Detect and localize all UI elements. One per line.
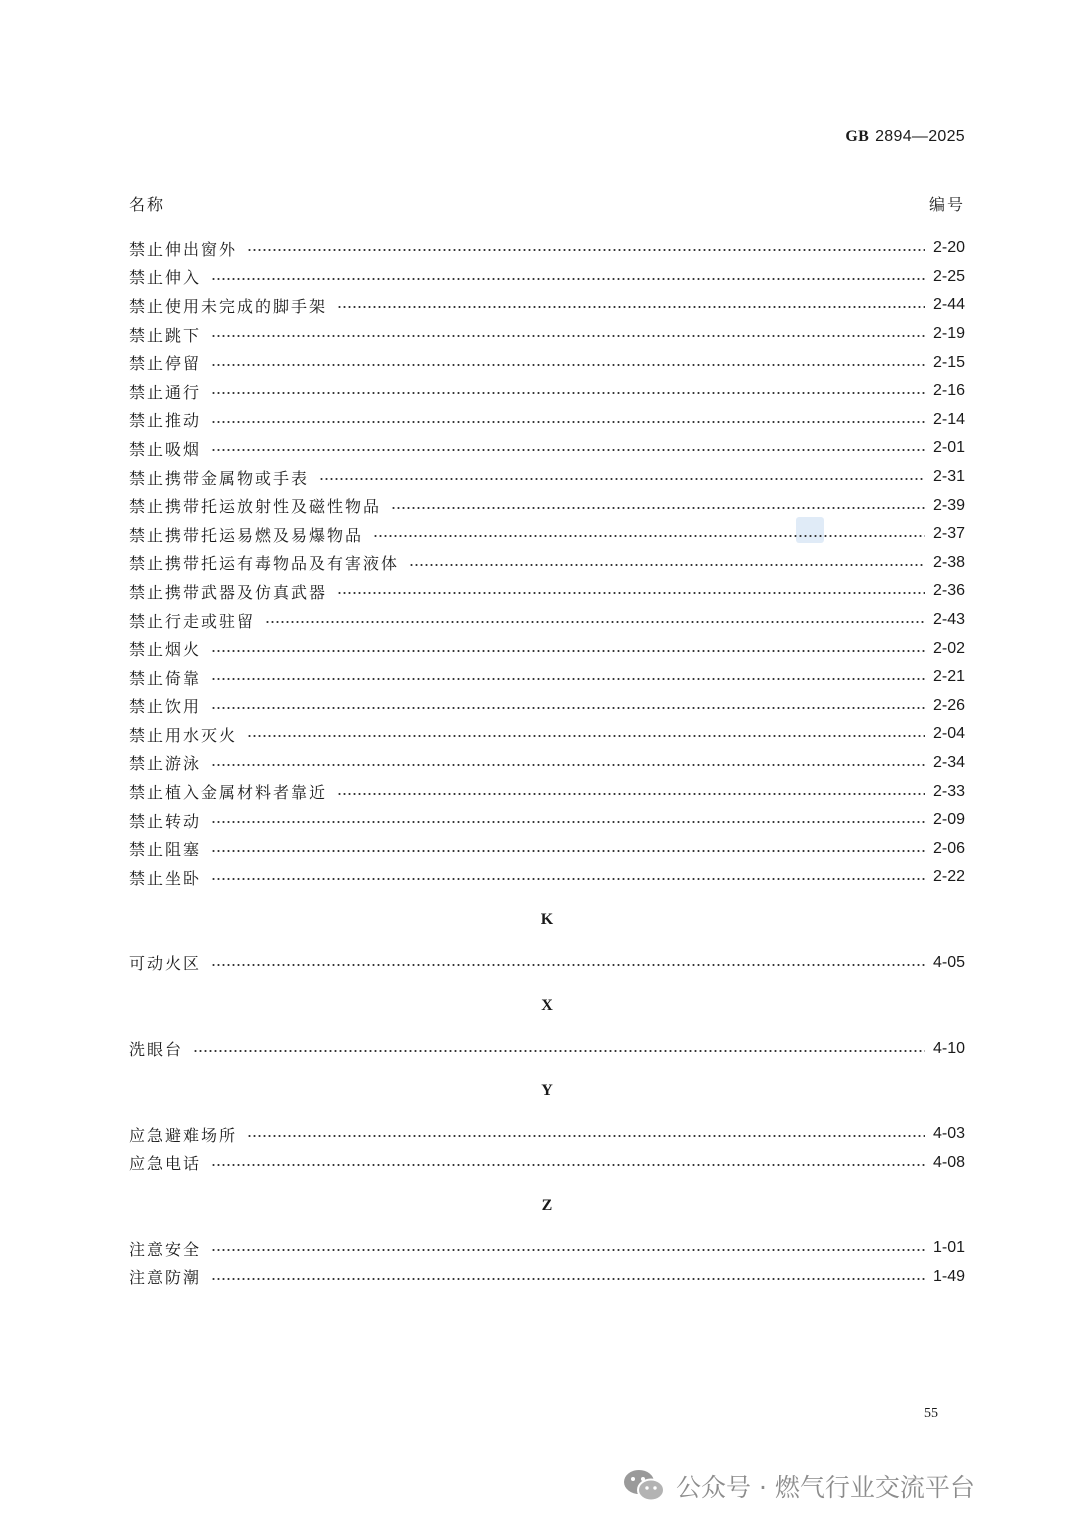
entry-number: 2-34 (932, 753, 965, 771)
dot-leader (211, 278, 925, 280)
page-number: 55 (924, 1406, 938, 1421)
dot-leader (211, 1164, 925, 1166)
dot-leader (211, 392, 925, 394)
entry-name: 应急电话 (129, 1154, 202, 1174)
entry-number: 2-37 (932, 525, 965, 543)
entry-name: 禁止停留 (129, 354, 202, 374)
entry-number: 2-15 (932, 353, 965, 371)
index-entry (129, 634, 965, 663)
index-entry (129, 863, 965, 892)
index-entry (129, 1034, 965, 1063)
entry-name: 禁止伸入 (129, 268, 202, 288)
dot-leader (211, 449, 925, 451)
dot-leader (409, 564, 925, 566)
dot-leader (211, 335, 925, 337)
entry-number: 4-05 (932, 953, 965, 971)
entry-number: 2-22 (932, 868, 965, 886)
index-entry (129, 1120, 965, 1149)
dot-leader (211, 650, 925, 652)
entry-name: 禁止坐卧 (129, 868, 202, 888)
index-entry (129, 806, 965, 835)
index-entry (129, 577, 965, 606)
index-entry (129, 406, 965, 435)
dot-leader (373, 535, 925, 537)
entry-name: 禁止阻塞 (129, 840, 202, 860)
index-entry (129, 834, 965, 863)
entry-name: 禁止吸烟 (129, 439, 202, 459)
entry-number: 2-33 (932, 782, 965, 800)
index-entry (129, 606, 965, 635)
index-entry (129, 663, 965, 692)
index-entry (129, 348, 965, 377)
entry-number: 1-01 (932, 1239, 965, 1257)
standard-prefix: GB (845, 128, 870, 145)
dot-leader (193, 1050, 925, 1052)
dot-leader (211, 678, 925, 680)
entry-name: 应急避难场所 (129, 1125, 238, 1145)
entry-name: 禁止烟火 (129, 640, 202, 660)
index-entry (129, 320, 965, 349)
dot-leader (265, 621, 925, 623)
index-entry (129, 692, 965, 721)
entry-name: 禁止植入金属材料者靠近 (129, 783, 328, 803)
entry-number: 2-36 (932, 582, 965, 600)
entry-name: 可动火区 (129, 954, 202, 974)
entry-name: 注意安全 (129, 1239, 202, 1259)
entry-number: 2-06 (932, 839, 965, 857)
standard-number: 2894—2025 (875, 128, 965, 145)
dot-leader (391, 507, 925, 509)
dot-leader (211, 878, 925, 880)
index-entry (129, 777, 965, 806)
index-entry (129, 520, 965, 549)
entry-name: 禁止通行 (129, 382, 202, 402)
entry-name: 注意防潮 (129, 1268, 202, 1288)
entry-name: 禁止携带金属物或手表 (129, 468, 310, 488)
dot-leader (247, 1135, 925, 1137)
number-column-header: 编号 (928, 195, 965, 214)
dot-leader (247, 249, 925, 251)
dot-leader (211, 964, 925, 966)
watermark-text: 公众号 · 燃气行业交流平台 (676, 1473, 975, 1502)
entry-name: 禁止携带武器及仿真武器 (129, 582, 328, 602)
entry-number: 2-44 (932, 296, 965, 314)
section-letter: K (540, 911, 554, 929)
entry-number: 4-03 (932, 1125, 965, 1143)
entry-number: 2-16 (932, 382, 965, 400)
index-entry (129, 377, 965, 406)
entry-name: 禁止携带托运易燃及易爆物品 (129, 525, 364, 545)
entry-name: 禁止携带托运有毒物品及有害液体 (129, 554, 400, 574)
section-letter: Y (541, 1082, 553, 1100)
dot-leader (211, 364, 925, 366)
entry-name: 禁止倚靠 (129, 668, 202, 688)
dot-leader (211, 1249, 925, 1251)
watermark (622, 1466, 975, 1506)
entry-name: 洗眼台 (129, 1040, 184, 1060)
dot-leader (211, 764, 925, 766)
index-entry (129, 1148, 965, 1177)
column-header (129, 192, 965, 216)
entry-name: 禁止转动 (129, 811, 202, 831)
entry-number: 1-49 (932, 1267, 965, 1285)
index-entry (129, 263, 965, 292)
entry-number: 2-02 (932, 639, 965, 657)
index-entry (129, 1234, 965, 1263)
entry-name: 禁止行走或驻留 (129, 611, 256, 631)
entry-number: 2-19 (932, 325, 965, 343)
standard-code (845, 128, 965, 146)
entry-number: 2-25 (932, 267, 965, 285)
index-entry (129, 549, 965, 578)
index-list (129, 234, 965, 1291)
entry-number: 2-04 (932, 725, 965, 743)
entry-number: 2-38 (932, 553, 965, 571)
dot-leader (211, 421, 925, 423)
section-letter: X (541, 996, 553, 1014)
dot-leader (337, 793, 925, 795)
dot-leader (337, 306, 925, 308)
entry-name: 禁止游泳 (129, 754, 202, 774)
index-entry (129, 291, 965, 320)
entry-name: 禁止跳下 (129, 325, 202, 345)
name-column-header: 名称 (129, 195, 166, 214)
entry-number: 2-14 (932, 410, 965, 428)
index-entry (129, 949, 965, 978)
dot-leader (319, 478, 925, 480)
index-entry (129, 720, 965, 749)
index-entry (129, 749, 965, 778)
index-entry (129, 234, 965, 263)
entry-name: 禁止推动 (129, 411, 202, 431)
entry-number: 2-20 (932, 239, 965, 257)
entry-name: 禁止用水灭火 (129, 725, 238, 745)
entry-number: 4-10 (932, 1039, 965, 1057)
entry-number: 2-39 (932, 496, 965, 514)
dot-leader (211, 850, 925, 852)
dot-leader (247, 735, 925, 737)
entry-number: 2-31 (932, 468, 965, 486)
entry-name: 禁止伸出窗外 (129, 239, 238, 259)
entry-number: 2-01 (932, 439, 965, 457)
dot-leader (211, 821, 925, 823)
entry-name: 禁止使用未完成的脚手架 (129, 296, 328, 316)
index-entry (129, 491, 965, 520)
entry-number: 2-43 (932, 611, 965, 629)
entry-name: 禁止携带托运放射性及磁性物品 (129, 497, 382, 517)
index-entry (129, 1263, 965, 1292)
wechat-icon (622, 1468, 666, 1504)
index-entry (129, 463, 965, 492)
dot-leader (211, 707, 925, 709)
dot-leader (211, 1278, 925, 1280)
section-letter: Z (541, 1196, 553, 1214)
index-entry (129, 434, 965, 463)
entry-number: 2-21 (932, 668, 965, 686)
entry-number: 2-26 (932, 696, 965, 714)
entry-number: 2-09 (932, 811, 965, 829)
entry-name: 禁止饮用 (129, 697, 202, 717)
entry-number: 4-08 (932, 1153, 965, 1171)
dot-leader (337, 592, 925, 594)
